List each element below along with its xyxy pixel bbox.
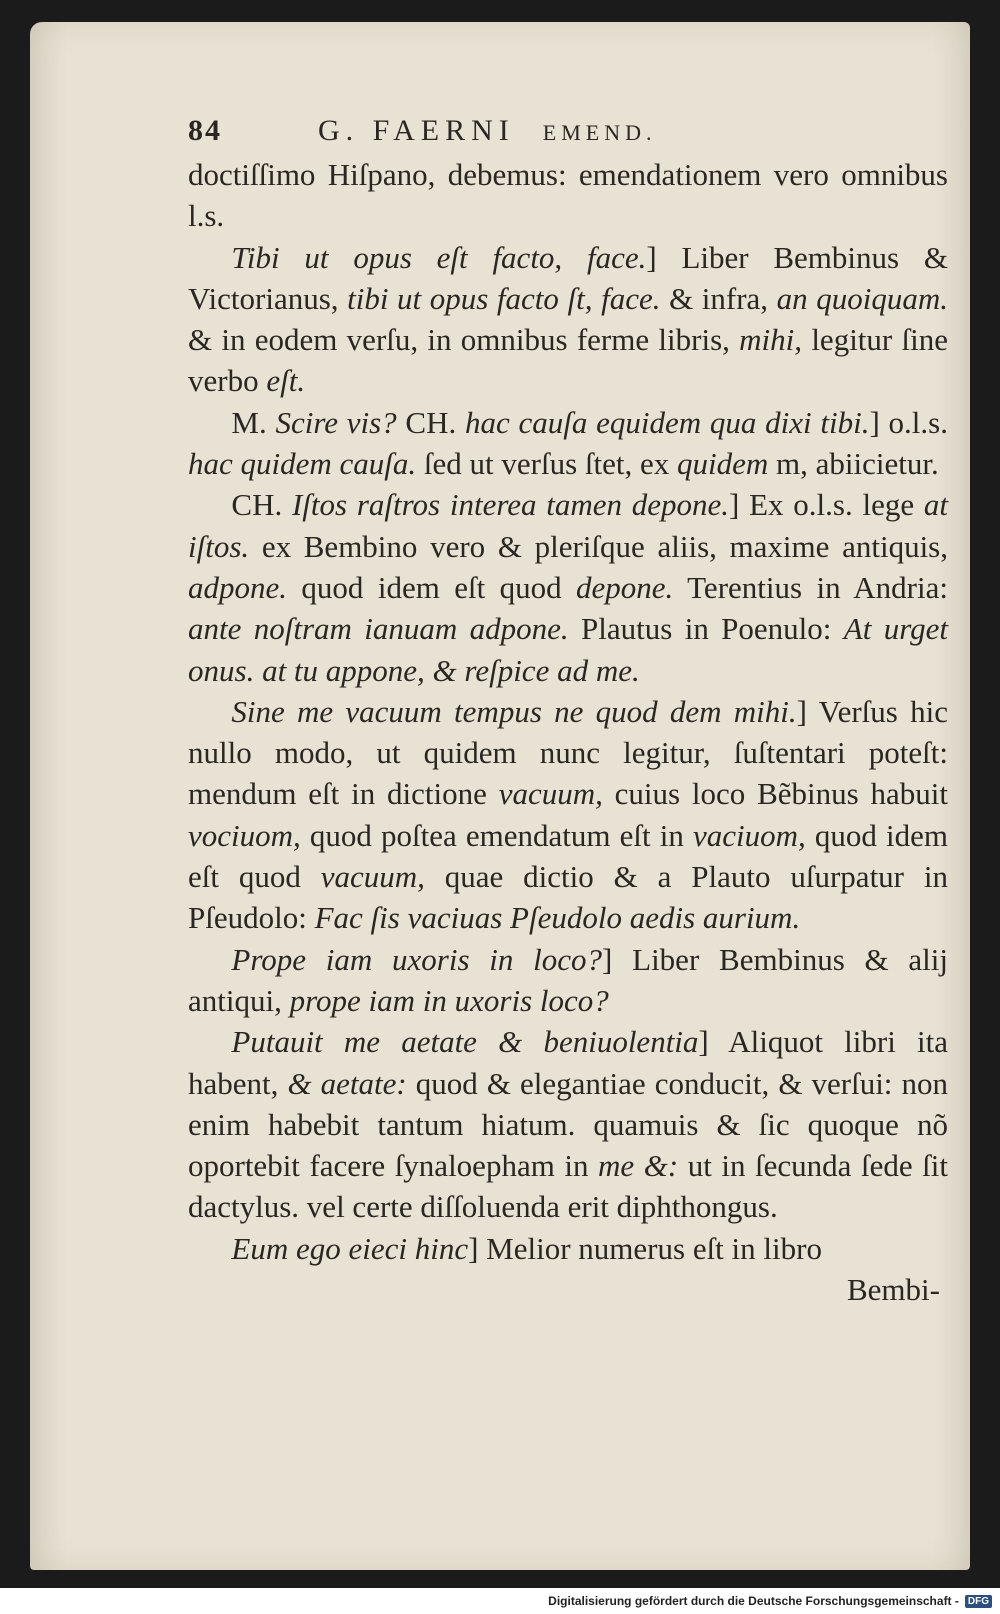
paragraph [188, 939, 948, 1022]
roman-text: doctiſſimo Hiſpano, debemus: emendationem vero omnibus l.s. [188, 157, 948, 234]
italic-text: vacuum, [320, 859, 425, 895]
roman-text: ] o.l.s. [869, 404, 948, 440]
italic-text: hac quidem cauſa. [188, 446, 417, 482]
funding-credit: Digitalisierung gefördert durch die Deutsche Forschungsgemeinschaft - [548, 1594, 959, 1608]
running-title: G. FAERNI [318, 114, 515, 147]
roman-text: quod poſtea emendatum eſt in [300, 817, 693, 853]
italic-text: depone. [576, 569, 674, 605]
page-number: 84 [188, 114, 222, 147]
text-block [188, 110, 948, 1310]
italic-text: Scire vis? [275, 404, 397, 440]
book-page [30, 22, 970, 1570]
italic-text: Sine me vacuum tempus ne quod dem mihi. [231, 693, 797, 729]
paragraph [188, 1021, 948, 1227]
catchword: Bembi- [847, 1272, 940, 1308]
italic-text: mihi, [739, 322, 803, 358]
roman-text: & in eodem verſu, in omnibus ferme libris, [188, 322, 740, 358]
roman-text: ut in ſecunda ſede ſit dactylus. vel certe diſſoluenda erit diphthongus. [188, 1148, 948, 1225]
roman-text: ] Liber Bembinus & alij antiqui, [188, 941, 948, 1018]
roman-text: quae dictio & a Plauto uſurpatur in Pſeudolo: [188, 859, 948, 936]
roman-text: quod & elegantiae conducit, & verſui: non enim habebit tantum hiatum. quamuis & ſic quoque nõ oportebit facere ſynaloepham in [188, 1065, 948, 1184]
italic-text: eſt. [266, 363, 306, 399]
italic-text: me &: [598, 1148, 679, 1184]
page-header [188, 110, 948, 154]
running-title-abbrev: EMEND. [542, 120, 657, 145]
italic-text: Iſtos raſtros interea tamen depone. [291, 487, 730, 523]
roman-text: ſed ut verſus ſtet, ex [416, 446, 677, 482]
roman-text: m, abiicietur. [768, 446, 939, 482]
paragraph [188, 154, 948, 237]
roman-text: quod idem eſt quod [287, 569, 577, 605]
italic-text: & aetate: [287, 1065, 407, 1101]
roman-text: legitur ſine verbo [188, 322, 949, 399]
italic-text: Fac ſis vaciuas Pſeudolo aedis aurium. [314, 900, 801, 936]
roman-text: quod idem eſt quod [188, 817, 948, 895]
digitization-footer [0, 1588, 1000, 1614]
roman-text: cuius loco Bẽbinus habuit [602, 776, 948, 812]
roman-text: Terentius in Andria: [673, 569, 948, 605]
italic-text: Eum ego eieci hinc [231, 1230, 469, 1266]
italic-text: quidem [677, 446, 769, 482]
body-text [188, 154, 948, 1269]
italic-text: Prope iam uxoris in loco? [231, 941, 603, 977]
italic-text: vaciuom, [692, 817, 806, 853]
italic-text: At urget onus. at tu appone, & reſpice ad me. [188, 611, 948, 688]
italic-text: tibi ut opus facto ſt, face. [347, 280, 661, 316]
roman-text: ] Verſus hic nullo modo, ut quidem nunc legitur, ſuſtentari poteſt: mendum eſt in dictione [188, 693, 948, 812]
roman-text: ] Melior numerus eſt in libro [468, 1230, 822, 1266]
italic-text: hac cauſa equidem qua dixi tibi. [465, 404, 870, 440]
italic-text: vociuom, [188, 817, 301, 853]
paragraph [188, 691, 948, 939]
italic-text: vacuum, [498, 776, 603, 812]
italic-text: ante noſtram ianuam adpone. [188, 611, 569, 647]
roman-text: M. [231, 404, 276, 440]
dfg-logo: DFG [965, 1595, 992, 1608]
roman-text: CH. [231, 487, 292, 523]
italic-text: prope iam in uxoris loco? [289, 982, 609, 1018]
roman-text: ex Bembino vero & pleriſque aliis, maxime antiquis, [249, 528, 948, 564]
roman-text: CH. [396, 404, 465, 440]
paragraph [188, 1228, 948, 1269]
italic-text: adpone. [188, 569, 288, 605]
roman-text: ] Aliquot libri ita habent, [188, 1024, 948, 1101]
italic-text: Tibi ut opus eſt facto, face. [231, 239, 647, 275]
italic-text: an quoiquam. [776, 280, 949, 316]
roman-text: ] Liber Bembinus & Victorianus, [188, 239, 948, 316]
paragraph [188, 237, 948, 402]
paragraph [188, 484, 948, 690]
italic-text: Putauit me aetate & beniuolentia [231, 1024, 699, 1060]
roman-text: ] Ex o.l.s. lege [729, 487, 924, 523]
roman-text: Plautus in Poenulo: [568, 611, 844, 647]
italic-text: at iſtos. [188, 487, 948, 564]
roman-text: & infra, [660, 280, 777, 316]
paragraph [188, 402, 948, 485]
